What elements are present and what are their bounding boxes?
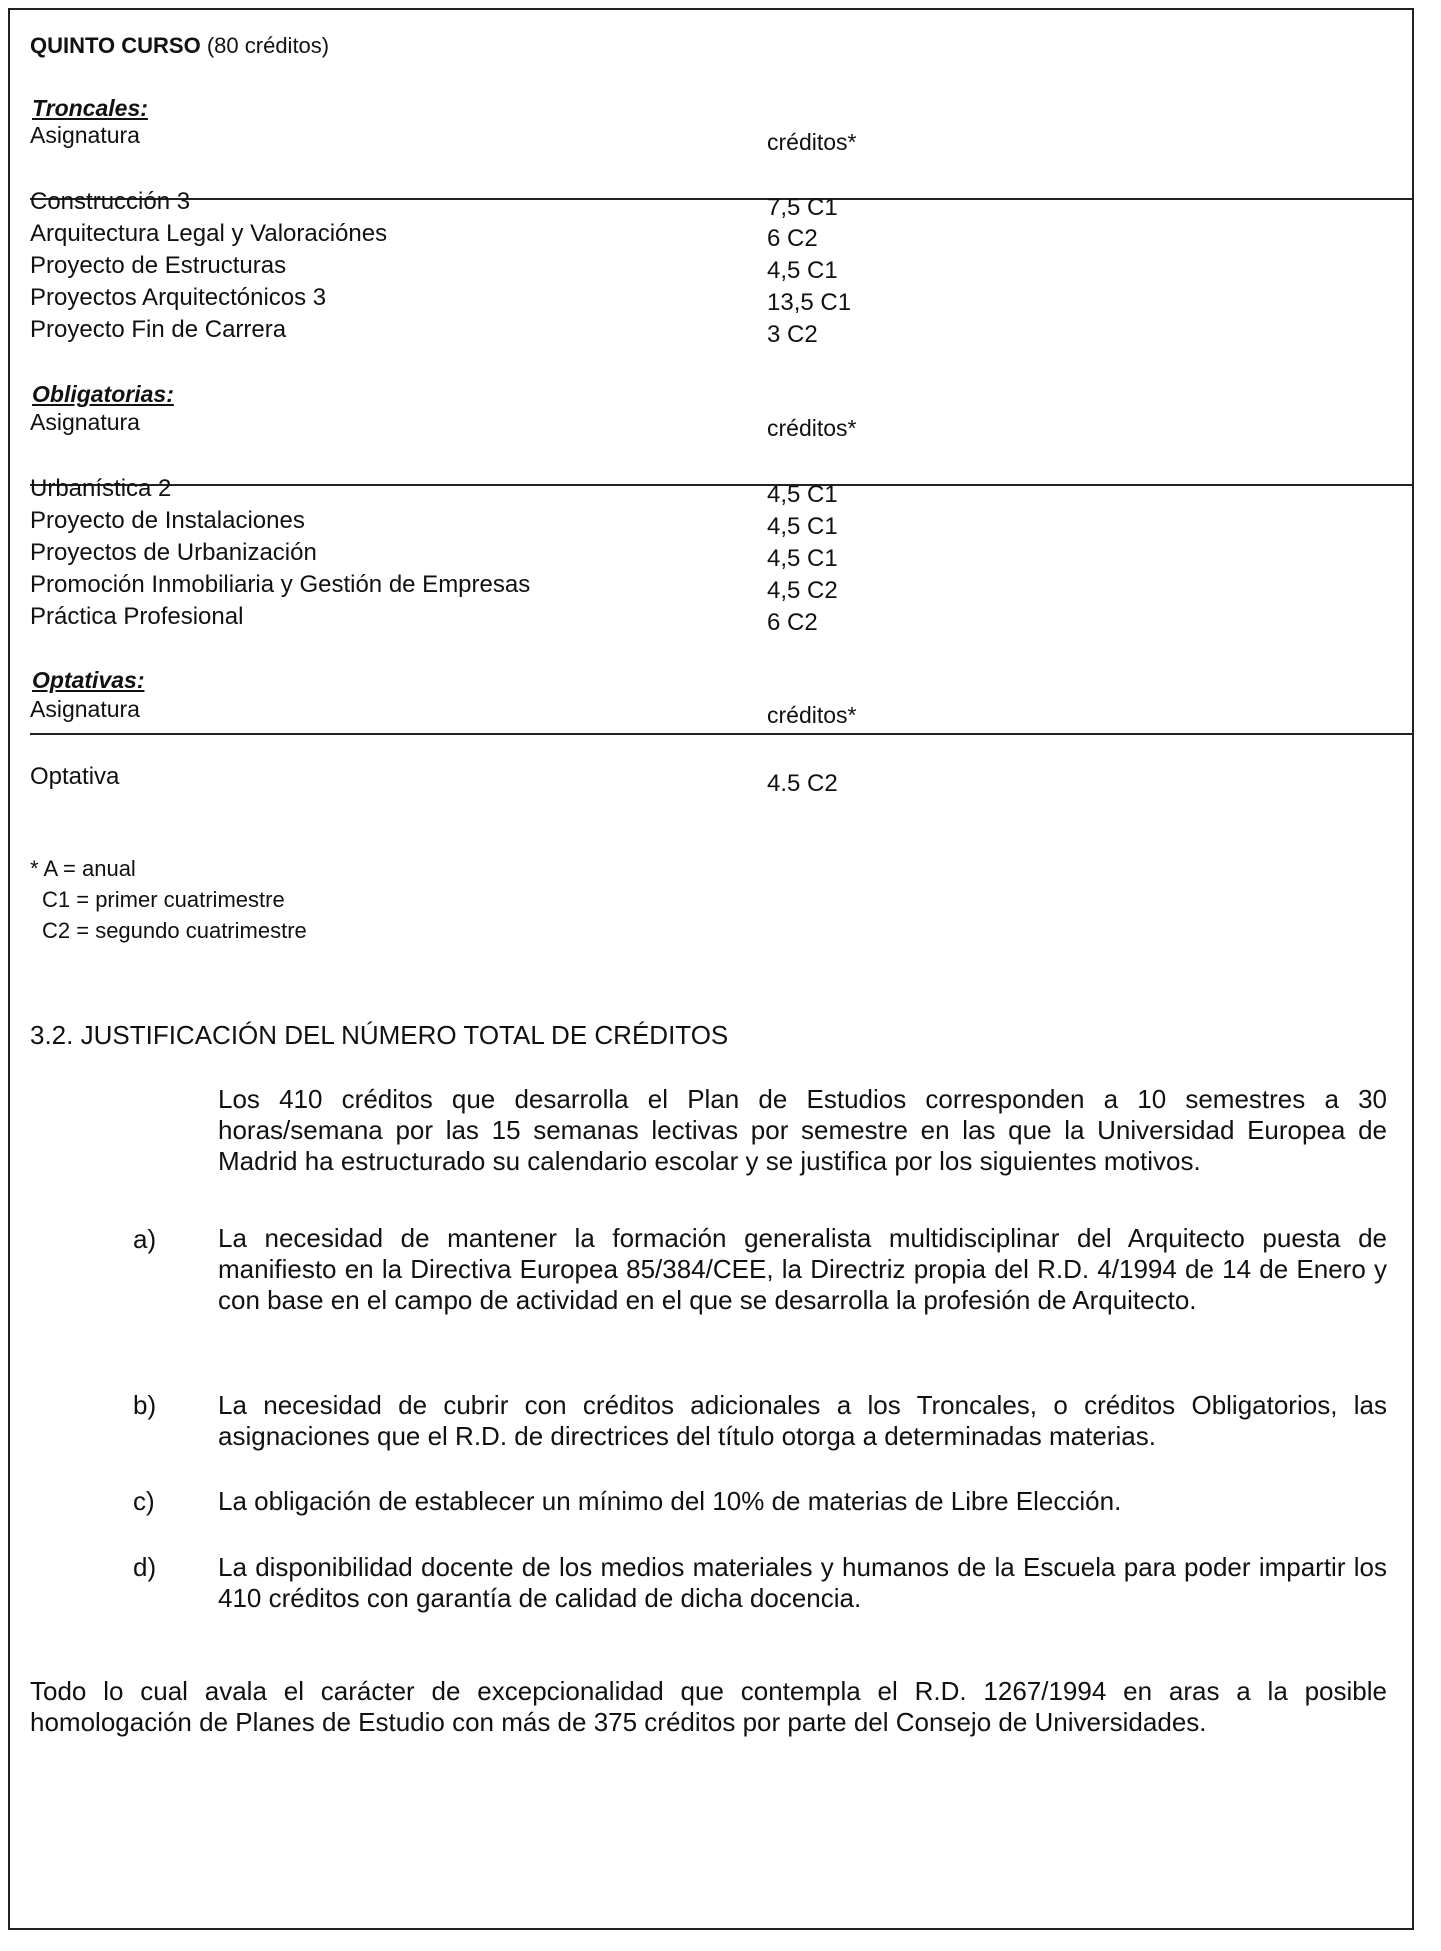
obligatorias-row-name: Urbanística 2 — [30, 475, 172, 502]
obligatorias-header-rule — [30, 484, 1413, 486]
footnote-line: * A = anual — [30, 856, 136, 881]
course-title-bold: QUINTO CURSO — [30, 33, 201, 58]
obligatorias-row-credits: 4,5 C1 — [767, 513, 838, 540]
optativas-col-subject: Asignatura — [30, 696, 140, 722]
footnote-line: C1 = primer cuatrimestre — [42, 887, 285, 912]
course-title-credits: (80 créditos) — [206, 33, 330, 58]
list-item-letter: a) — [133, 1224, 157, 1254]
troncales-row-credits: 13,5 C1 — [767, 289, 852, 316]
troncales-row-name: Construcción 3 — [30, 188, 191, 215]
list-item-letter: c) — [133, 1486, 155, 1516]
list-item-text: La necesidad de cubrir con créditos adicionales a los Troncales, o créditos Obligatorios, las asignaciones que el R.D. de directrices del título otorga a determinadas materias. — [218, 1390, 1387, 1451]
troncales-heading: Troncales: — [32, 95, 148, 121]
obligatorias-row-credits: 4,5 C2 — [767, 577, 838, 604]
obligatorias-col-credits: créditos* — [767, 415, 857, 441]
closing-paragraph: Todo lo cual avala el carácter de excepcionalidad que contempla el R.D. 1267/1994 en aras a la posible homologación de Planes de Estudio con más de 375 créditos por parte del Consejo de Universidades. — [30, 1676, 1387, 1737]
troncales-col-credits: créditos* — [767, 129, 857, 155]
obligatorias-row-credits: 4,5 C1 — [767, 481, 838, 508]
optativas-header-rule — [30, 733, 1413, 735]
list-item-text: La disponibilidad docente de los medios materiales y humanos de la Escuela para poder impartir los 410 créditos con garantía de calidad de dicha docencia. — [218, 1552, 1387, 1613]
list-item-text: La obligación de establecer un mínimo del 10% de materias de Libre Elección. — [218, 1486, 1122, 1516]
troncales-row-credits: 4,5 C1 — [767, 257, 838, 284]
optativas-row-name: Optativa — [30, 763, 120, 790]
intro-paragraph: Los 410 créditos que desarrolla el Plan de Estudios corresponden a 10 semestres a 30 horas/semana por las 15 semanas lectivas por semestre en las que la Universidad Europea de Madrid ha estructurado su calendario escolar y se justifica por los siguientes motivos. — [218, 1084, 1387, 1176]
troncales-row-credits: 3 C2 — [767, 321, 818, 348]
course-title — [30, 33, 329, 59]
footnote-line: C2 = segundo cuatrimestre — [42, 918, 307, 943]
troncales-row-name: Proyectos Arquitectónicos 3 — [30, 284, 327, 311]
obligatorias-row-name: Promoción Inmobiliaria y Gestión de Empresas — [30, 571, 531, 598]
obligatorias-col-subject: Asignatura — [30, 409, 140, 435]
troncales-row-name: Proyecto Fin de Carrera — [30, 316, 287, 343]
obligatorias-row-credits: 4,5 C1 — [767, 545, 838, 572]
obligatorias-row-name: Proyectos de Urbanización — [30, 539, 317, 566]
obligatorias-row-name: Práctica Profesional — [30, 603, 244, 630]
troncales-row-name: Proyecto de Estructuras — [30, 252, 287, 279]
troncales-row-credits: 7,5 C1 — [767, 194, 838, 221]
optativas-col-credits: créditos* — [767, 702, 857, 728]
obligatorias-row-name: Proyecto de Instalaciones — [30, 507, 305, 534]
troncales-row-credits: 6 C2 — [767, 225, 818, 252]
list-item-letter: d) — [133, 1552, 157, 1582]
troncales-row-name: Arquitectura Legal y Valoraciónes — [30, 220, 388, 247]
troncales-header-rule — [30, 198, 1413, 200]
list-item-letter: b) — [133, 1390, 157, 1420]
optativas-row-credits: 4.5 C2 — [767, 770, 838, 797]
obligatorias-row-credits: 6 C2 — [767, 609, 818, 636]
troncales-col-subject: Asignatura — [30, 122, 140, 148]
section-heading: 3.2. JUSTIFICACIÓN DEL NÚMERO TOTAL DE CRÉDITOS — [30, 1020, 729, 1050]
optativas-heading: Optativas: — [32, 667, 145, 693]
list-item-text: La necesidad de mantener la formación generalista multidisciplinar del Arquitecto puesta de manifiesto en la Directiva Europea 85/384/CEE, la Directriz propia del R.D. 4/1994 de 14 de Enero y con base en el campo de actividad en el que se desarrolla la profesión de Arquitecto. — [218, 1223, 1387, 1315]
obligatorias-heading: Obligatorias: — [32, 381, 174, 407]
